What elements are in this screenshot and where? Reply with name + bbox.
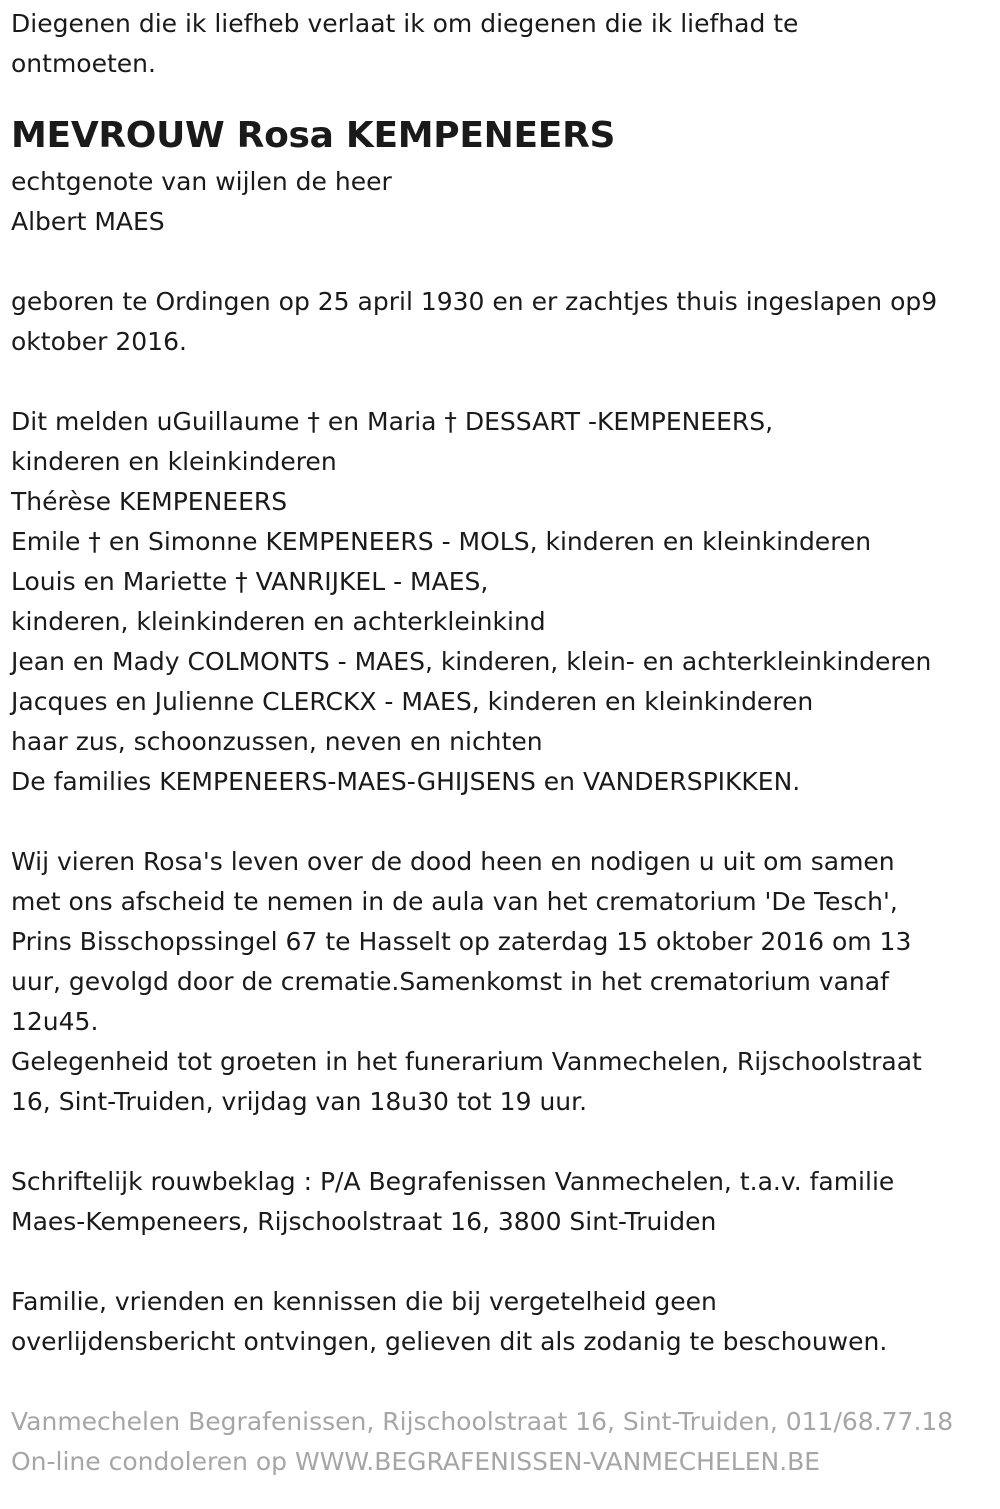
deceased-name: MEVROUW Rosa KEMPENEERS xyxy=(11,115,616,156)
ceremony-line: Prins Bisschopssingel 67 te Hasselt op zaterdag 15 oktober 2016 om 13 xyxy=(11,927,912,956)
birth-line: geboren te Ordingen op 25 april 1930 en er zachtjes thuis ingeslapen op9 xyxy=(11,287,938,316)
family-line: kinderen en kleinkinderen xyxy=(11,447,337,476)
family-line: Thérèse KEMPENEERS xyxy=(11,487,288,516)
spacer xyxy=(11,1362,996,1402)
spacer xyxy=(11,1242,996,1282)
relation-line: Albert MAES xyxy=(11,207,165,236)
spacer xyxy=(11,1122,996,1162)
condolence-line: Schriftelijk rouwbeklag : P/A Begrafenissen Vanmechelen, t.a.v. familie xyxy=(11,1167,895,1196)
family-line: Jean en Mady COLMONTS - MAES, kinderen, klein- en achterkleinkinderen xyxy=(11,647,932,676)
family-line: Dit melden uGuillaume † en Maria † DESSART -KEMPENEERS, xyxy=(11,407,774,436)
footer-website[interactable]: On-line condoleren op WWW.BEGRAFENISSEN-VANMECHELEN.BE xyxy=(11,1447,821,1476)
closing-line: Familie, vrienden en kennissen die bij vergetelheid geen xyxy=(11,1287,717,1316)
ceremony-line: met ons afscheid te nemen in de aula van het crematorium 'De Tesch', xyxy=(11,887,898,916)
condolence-address xyxy=(11,1162,996,1242)
ceremony-line: Gelegenheid tot groeten in het funerarium Vanmechelen, Rijschoolstraat xyxy=(11,1047,922,1076)
family-list xyxy=(11,402,996,802)
ceremony-line: Wij vieren Rosa's leven over de dood heen en nodigen u uit om samen xyxy=(11,847,895,876)
ceremony-line: 12u45. xyxy=(11,1007,99,1036)
motto-line: Diegenen die ik liefheb verlaat ik om diegenen die ik liefhad te xyxy=(11,9,799,38)
ceremony-line: uur, gevolgd door de crematie.Samenkomst in het crematorium vanaf xyxy=(11,967,889,996)
family-line: Emile † en Simonne KEMPENEERS - MOLS, kinderen en kleinkinderen xyxy=(11,527,872,556)
ceremony-line: 16, Sint-Truiden, vrijdag van 18u30 tot 19 uur. xyxy=(11,1087,588,1116)
motto-line: ontmoeten. xyxy=(11,49,156,78)
spacer xyxy=(11,362,996,402)
closing-note xyxy=(11,1282,996,1362)
motto xyxy=(11,4,996,84)
family-line: haar zus, schoonzussen, neven en nichten xyxy=(11,727,543,756)
family-line: Jacques en Julienne CLERCKX - MAES, kinderen en kleinkinderen xyxy=(11,687,814,716)
condolence-line: Maes-Kempeneers, Rijschoolstraat 16, 3800 Sint-Truiden xyxy=(11,1207,717,1236)
closing-line: overlijdensbericht ontvingen, gelieven dit als zodanig te beschouwen. xyxy=(11,1327,888,1356)
birth-line: oktober 2016. xyxy=(11,327,187,356)
family-line: kinderen, kleinkinderen en achterkleinkind xyxy=(11,607,546,636)
family-line: De families KEMPENEERS-MAES-GHIJSENS en VANDERSPIKKEN. xyxy=(11,767,801,796)
spacer xyxy=(11,242,996,282)
spacer xyxy=(11,802,996,842)
footer xyxy=(11,1402,996,1482)
footer-address: Vanmechelen Begrafenissen, Rijschoolstraat 16, Sint-Truiden, 011/68.77.18 xyxy=(11,1407,954,1436)
obituary-notice xyxy=(11,4,996,1482)
ceremony-info xyxy=(11,842,996,1122)
relation-line: echtgenote van wijlen de heer xyxy=(11,167,392,196)
family-line: Louis en Mariette † VANRIJKEL - MAES, xyxy=(11,567,489,596)
